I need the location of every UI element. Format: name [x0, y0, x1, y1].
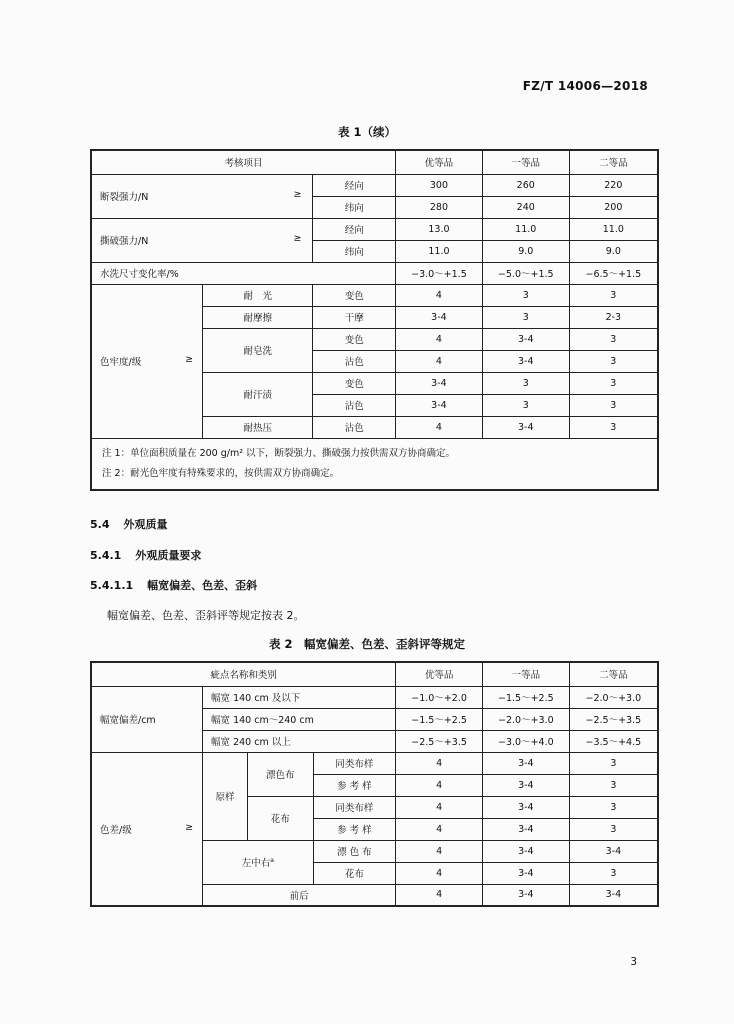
cell: 3-4 [482, 774, 569, 796]
cell: −5.0～+1.5 [482, 262, 569, 284]
cell: 260 [482, 174, 569, 196]
th-second: 二等品 [569, 150, 658, 174]
cell: −2.5～+3.5 [569, 708, 658, 730]
cell: 3-4 [569, 884, 658, 906]
cell: 3 [569, 328, 658, 350]
cell: 4 [396, 884, 483, 906]
cell: 3 [569, 284, 658, 306]
table-row [91, 174, 658, 196]
cell: 花布 [247, 796, 313, 840]
cell: −2.5～+3.5 [396, 730, 483, 752]
th-defect: 疵点名称和类别 [91, 662, 396, 686]
cell: 3-4 [396, 394, 483, 416]
cell: 11.0 [482, 218, 569, 240]
shrinkage-label: 水洗尺寸变化率/% [91, 262, 396, 284]
color-fastness-label: 色牢度/级 ≥ [91, 284, 203, 438]
cell: 9.0 [569, 240, 658, 262]
cell: −6.5～+1.5 [569, 262, 658, 284]
cell: 11.0 [396, 240, 483, 262]
cell: 4 [396, 774, 483, 796]
cell: 3 [569, 416, 658, 438]
cell: 4 [396, 350, 483, 372]
cell: −2.0～+3.0 [482, 708, 569, 730]
section-5-4: 5.4 外观质量 [90, 518, 168, 531]
cell: 经向 [313, 218, 396, 240]
cell: 干摩 [313, 306, 396, 328]
table2-header-row [91, 662, 658, 686]
cell: 3 [482, 306, 569, 328]
cell: 耐摩擦 [203, 306, 313, 328]
cell: 3-4 [482, 350, 569, 372]
section-5-4-1-1: 5.4.1.1 幅宽偏差、色差、歪斜 [90, 579, 258, 592]
cell: 3 [482, 394, 569, 416]
color-difference-label: 色差/级 ≥ [91, 752, 203, 906]
th-second: 二等品 [569, 662, 658, 686]
cell: 2-3 [569, 306, 658, 328]
cell: 3 [569, 818, 658, 840]
cell: 11.0 [569, 218, 658, 240]
cell: 300 [396, 174, 483, 196]
cell: 3-4 [482, 328, 569, 350]
cell: 变色 [313, 328, 396, 350]
note-2: 注 2：耐光色牢度有特殊要求的，按供需双方协商确定。 [102, 467, 340, 479]
cell: 变色 [313, 372, 396, 394]
cell: 耐热压 [203, 416, 313, 438]
cell: −1.5～+2.5 [482, 686, 569, 708]
table2-title: 表 2 幅宽偏差、色差、歪斜评等规定 [268, 637, 465, 651]
tearing-strength-label: 撕破强力/N ≥ [91, 218, 313, 262]
cell: 纬向 [313, 240, 396, 262]
cell: 4 [396, 416, 483, 438]
cell: 经向 [313, 174, 396, 196]
cell: 幅宽 140 cm～240 cm [203, 708, 396, 730]
cell: 3-4 [569, 840, 658, 862]
cell: 同类布样 [313, 752, 396, 774]
table1-title: 表 1（续） [337, 125, 396, 139]
cell: −3.0～+4.0 [482, 730, 569, 752]
cell: 3-4 [482, 840, 569, 862]
cell: 3-4 [482, 752, 569, 774]
cell: 纬向 [313, 196, 396, 218]
cell: −1.5～+2.5 [396, 708, 483, 730]
standard-code: FZ/T 14006—2018 [522, 79, 648, 93]
cell: 4 [396, 284, 483, 306]
table1 [90, 149, 659, 491]
cell: 4 [396, 796, 483, 818]
table-row [91, 752, 658, 774]
cell: 4 [396, 328, 483, 350]
cell: 240 [482, 196, 569, 218]
cell: 幅宽 240 cm 以上 [203, 730, 396, 752]
cell: 3-4 [482, 416, 569, 438]
cell: 3-4 [482, 818, 569, 840]
cell: 3 [482, 284, 569, 306]
note-1: 注 1：单位面积质量在 200 g/m² 以下，断裂强力、撕破强力按供需双方协商确定。 [102, 447, 456, 459]
cell: 9.0 [482, 240, 569, 262]
page-number: 3 [630, 956, 637, 968]
th-premium: 优等品 [396, 662, 483, 686]
cell: 3 [569, 796, 658, 818]
cell: 花布 [313, 862, 396, 884]
cell: 3 [569, 752, 658, 774]
cell: 3-4 [482, 862, 569, 884]
cell: 280 [396, 196, 483, 218]
cell: 3-4 [482, 884, 569, 906]
cell: −3.5～+4.5 [569, 730, 658, 752]
cell: 3 [569, 372, 658, 394]
cell: 沾色 [313, 416, 396, 438]
cell: −3.0～+1.5 [396, 262, 483, 284]
cell: 3-4 [396, 372, 483, 394]
cell: 参 考 样 [313, 774, 396, 796]
cell: 沾色 [313, 394, 396, 416]
cell: 漂色布 [247, 752, 313, 796]
cell: 沾色 [313, 350, 396, 372]
cell: 原样 [203, 752, 248, 840]
th-premium: 优等品 [396, 150, 483, 174]
th-item: 考核项目 [91, 150, 396, 174]
cell: 3 [569, 394, 658, 416]
cell: 4 [396, 818, 483, 840]
table-row [91, 218, 658, 240]
table-row [91, 262, 658, 284]
cell: 3 [569, 350, 658, 372]
cell: 3 [569, 862, 658, 884]
table1-notes [91, 438, 658, 490]
table2 [90, 661, 659, 907]
cell: 200 [569, 196, 658, 218]
cell: 4 [396, 862, 483, 884]
paragraph: 幅宽偏差、色差、歪斜评等规定按表 2。 [107, 609, 305, 622]
cell: 漂 色 布 [313, 840, 396, 862]
cell: 耐皂洗 [203, 328, 313, 372]
cell: 参 考 样 [313, 818, 396, 840]
table1-notes-row [91, 438, 658, 490]
cell: 3 [482, 372, 569, 394]
cell: 220 [569, 174, 658, 196]
breaking-strength-label: 断裂强力/N ≥ [91, 174, 313, 218]
cell: 13.0 [396, 218, 483, 240]
cell: 4 [396, 840, 483, 862]
table-row [91, 686, 658, 708]
cell: −2.0～+3.0 [569, 686, 658, 708]
left-center-right-label: 左中右$^a$ [203, 840, 314, 884]
cell: 3-4 [482, 796, 569, 818]
cell: 幅宽 140 cm 及以下 [203, 686, 396, 708]
cell: 耐 光 [203, 284, 313, 306]
cell: 耐汗渍 [203, 372, 313, 416]
th-first: 一等品 [482, 662, 569, 686]
cell: 4 [396, 752, 483, 774]
cell: 3 [569, 774, 658, 796]
cell: −1.0～+2.0 [396, 686, 483, 708]
cell: 同类布样 [313, 796, 396, 818]
th-first: 一等品 [482, 150, 569, 174]
table-row [91, 284, 658, 306]
cell: 前后 [203, 884, 396, 906]
section-5-4-1: 5.4.1 外观质量要求 [90, 549, 202, 562]
table1-header-row [91, 150, 658, 174]
cell: 变色 [313, 284, 396, 306]
cell: 3-4 [396, 306, 483, 328]
width-deviation-label: 幅宽偏差/cm [91, 686, 203, 752]
